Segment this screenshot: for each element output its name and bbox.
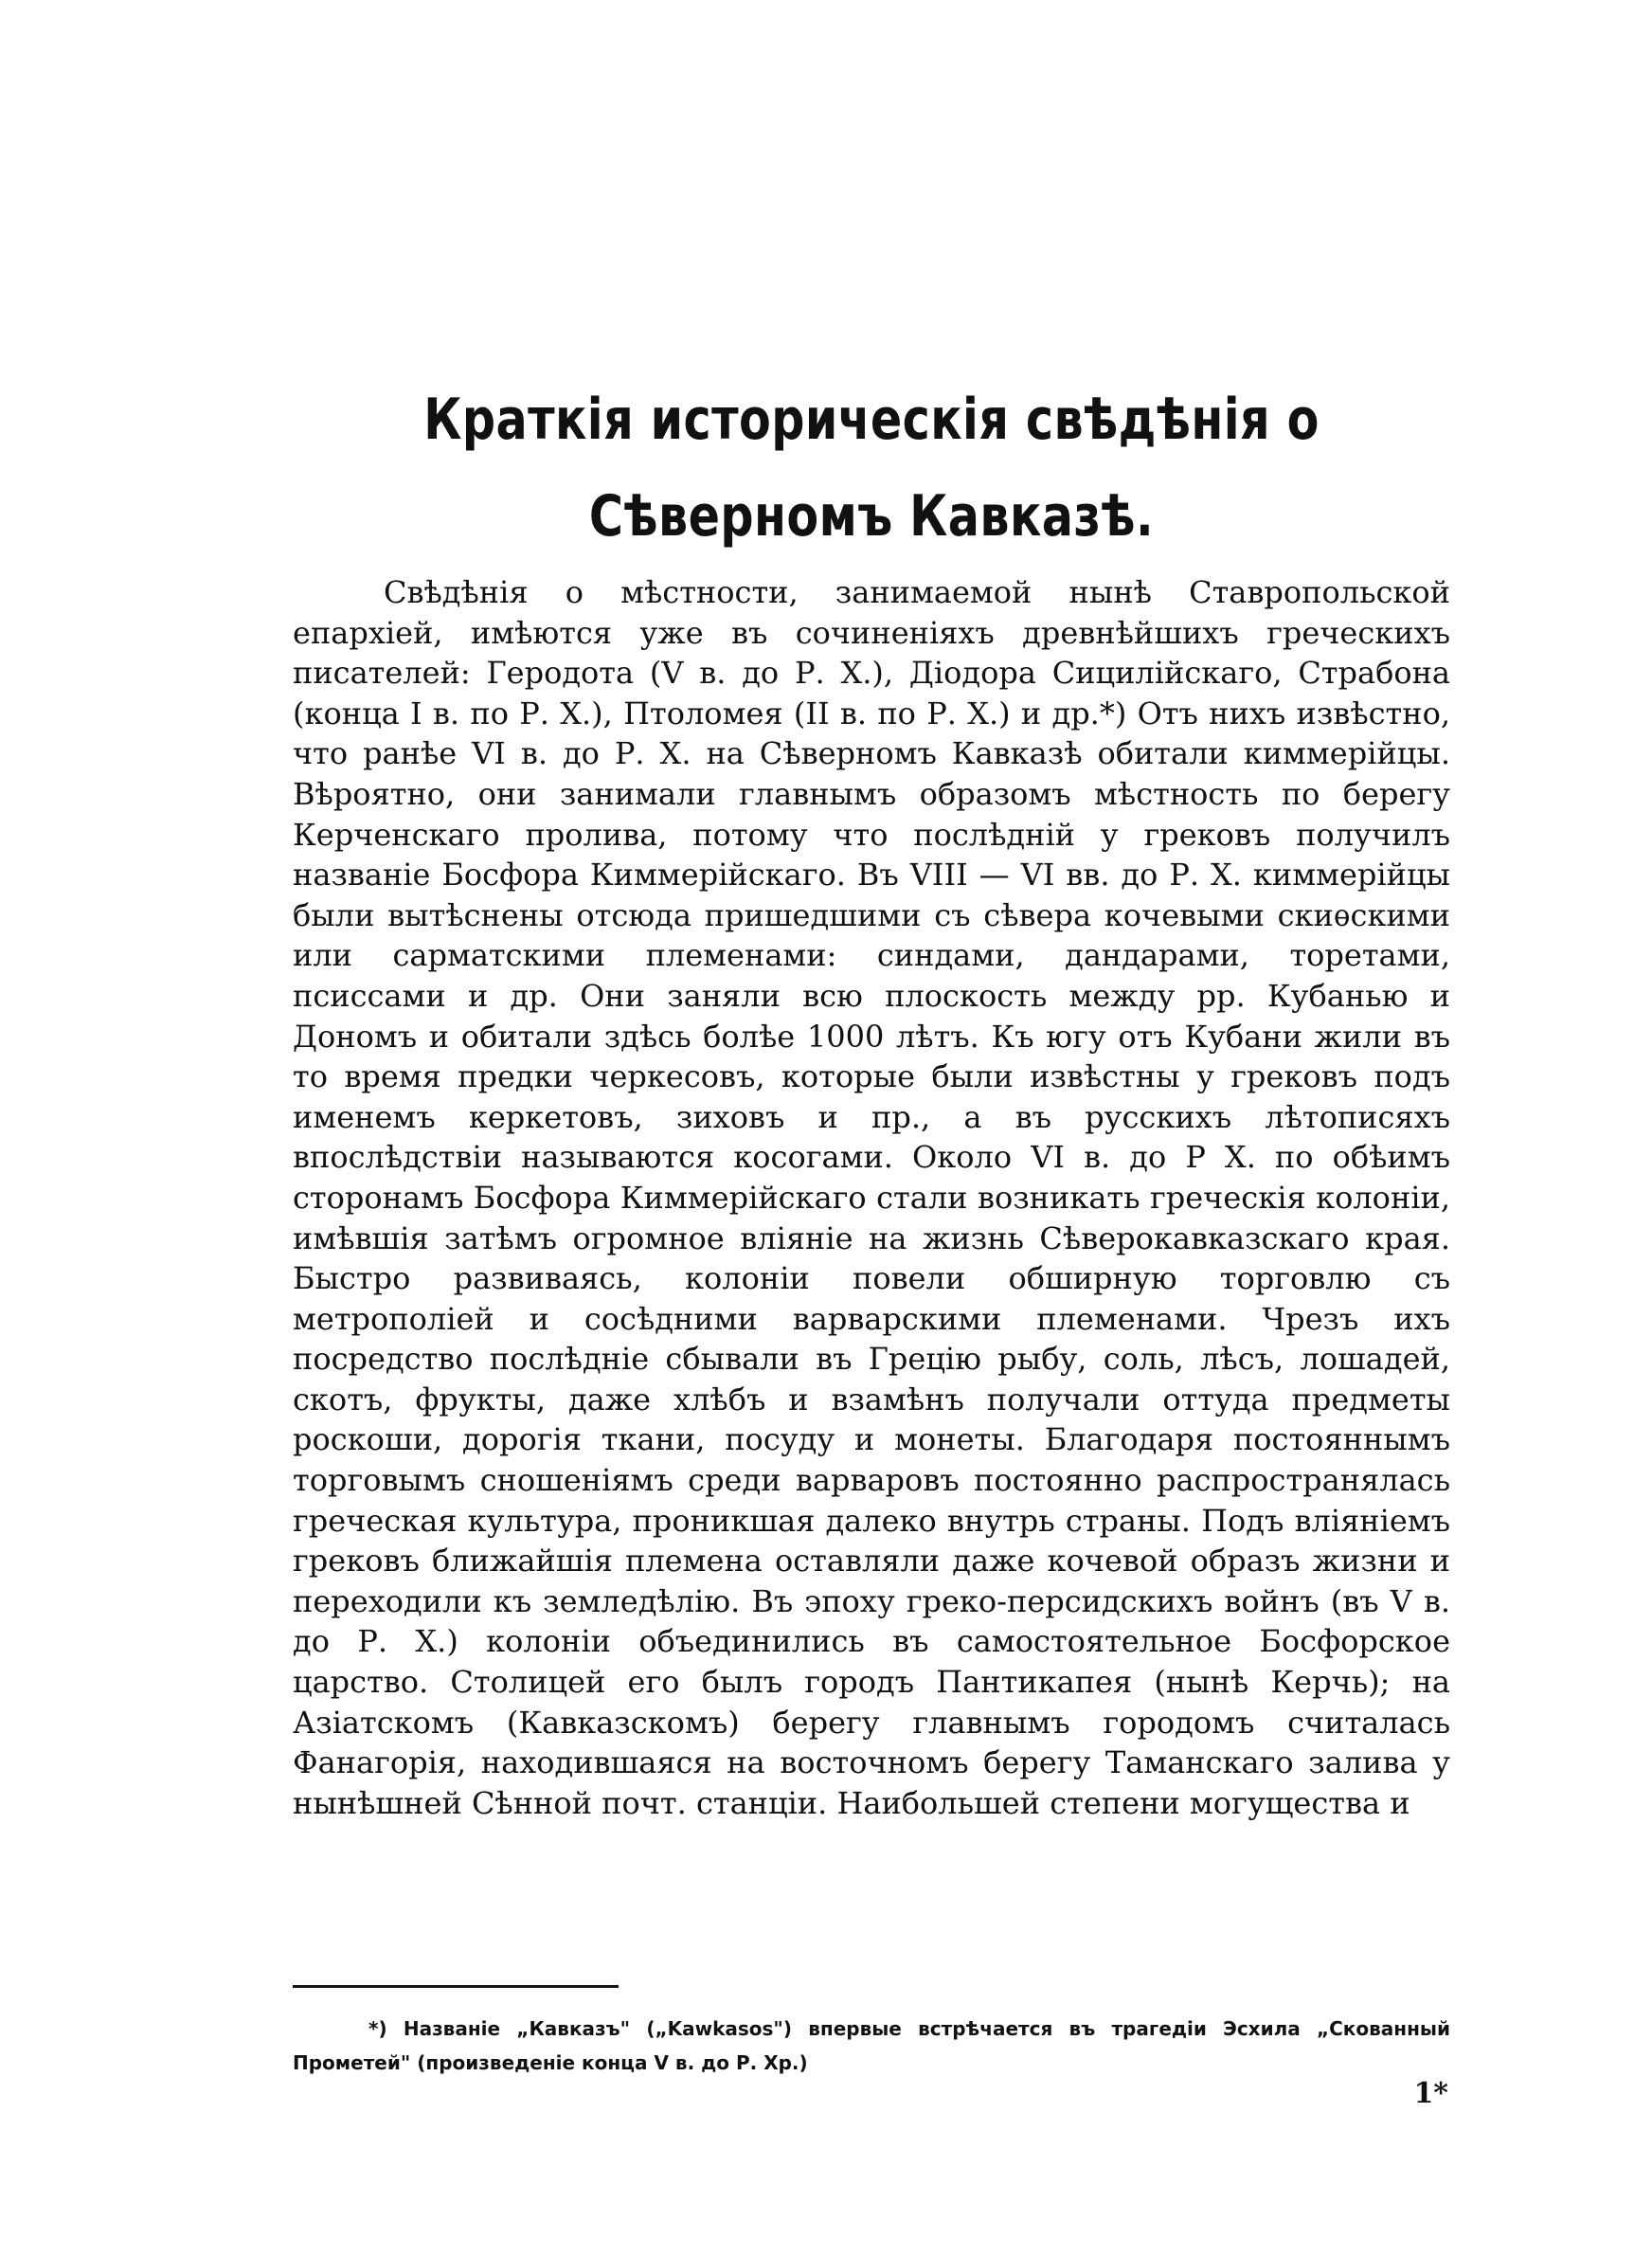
page-number: 1* bbox=[1413, 2077, 1448, 2110]
body-paragraph: Свѣдѣнія о мѣстности, занимаемой нынѣ Ставропольской епархіей, имѣются уже въ сочиненіяхъ древнѣйшихъ греческихъ писателей: Геродота (V в. до Р. X.), Діодора Сицилійскаго, Страбона (конца I в. по Р. X.), Птоломея (II в. по Р. X.) и др.*) Отъ нихъ извѣстно, что ранѣе VI в. до Р. X. на Сѣверномъ Кавказѣ обитали киммерійцы. Вѣроятно, они занимали главнымъ образомъ мѣстность по берегу Керченскаго пролива, потому что послѣдній у грековъ получилъ названіе Босфора Киммерійскаго. Въ VIII — VI вв. до Р. X. киммерійцы были вытѣснены отсюда пришедшими съ сѣвера кочевыми скиѳскими или сарматскими племенами: синдами, дандарами, торетами, псиссами и др. Они заняли всю плоскость между рр. Кубанью и Дономъ и обитали здѣсь болѣе 1000 лѣтъ. Къ югу отъ Кубани жили въ то время предки черкесовъ, которые были извѣстны у грековъ подъ именемъ керкетовъ, зиховъ и пр., а въ русскихъ лѣтописяхъ впослѣдствіи называются косогами. Около VI в. до Р X. по обѣимъ сторонамъ Босфора Киммерійскаго стали возникать греческія колоніи, имѣвшія затѣмъ огромное вліяніе на жизнь Сѣверокавказскаго края. Быстро развиваясь, колоніи повели обширную торговлю съ метрополіей и сосѣдними варварскими племенами. Чрезъ ихъ посредство послѣдніе сбывали въ Грецію рыбу, соль, лѣсъ, лошадей, скотъ, фрукты, даже хлѣбъ и взамѣнъ получали оттуда предметы роскоши, дорогія ткани, посуду и монеты. Благодаря постояннымъ торговымъ сношеніямъ среди варваровъ постоянно распространялась греческая культура, проникшая далеко внутрь страны. Подъ вліяніемъ грековъ ближайшія племена оставляли даже кочевой образъ жизни и переходили къ земледѣлію. Въ эпоху греко-персидскихъ войнъ (въ V в. до Р. X.) колоніи объединились въ самостоятельное Босфорское царство. Столицей его былъ городъ Пантикапея (нынѣ Керчь); на Азіатскомъ (Кавказскомъ) берегу главнымъ городомъ считалась Фанагорія, находившаяся на восточномъ берегу Таманскаго залива у нынѣшней Сѣнной почт. станціи. Наибольшей степени могущества и bbox=[293, 574, 1450, 1821]
footnote: *) Названіе „Кавказъ" („Kawkasos") впервые встрѣчается въ трагедіи Эсхила „Скованный Прометей" (произведеніе конца V в. до Р. Хр.) bbox=[293, 2017, 1450, 2074]
footnote-separator bbox=[293, 1985, 619, 1988]
page-title: Краткія историческія свѣдѣнія о Сѣверномъ Кавказѣ. bbox=[423, 387, 1320, 550]
